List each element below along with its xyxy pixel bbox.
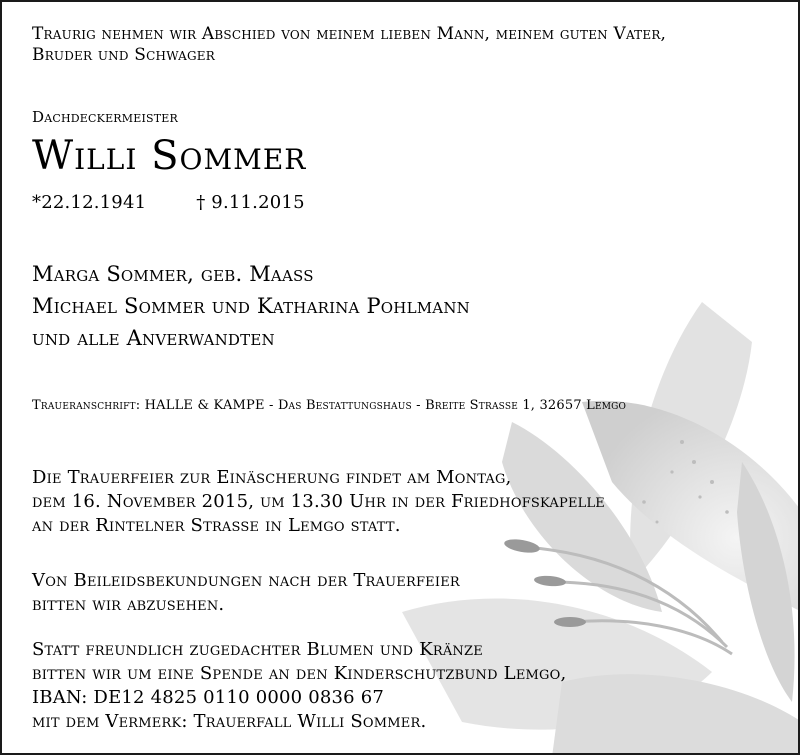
intro-line: Bruder und Schwager [32,45,215,65]
intro-text [32,24,666,66]
mourner-line: Marga Sommer, geb. Maass [32,262,314,286]
donation-paragraph [32,638,566,734]
mourning-address: Traueranschrift: HALLE & KAMPE - Das Bestattungshaus - Breite Strasse 1, 32657 Lemgo [32,398,627,413]
condolences-line: Von Beileidsbekundungen nach der Trauerfeier [32,570,460,591]
iban-line: IBAN: DE12 4825 0110 0000 0836 67 [32,687,385,708]
ceremony-line: an der Rintelner Strasse in Lemgo statt. [32,515,401,536]
death-date: † 9.11.2015 [196,192,305,213]
donation-line: Statt freundlich zugedachter Blumen und Kränze [32,639,483,660]
ceremony-paragraph [32,466,605,538]
profession: Dachdeckermeister [32,108,178,126]
deceased-name: Willi Sommer [32,133,307,179]
donation-line: mit dem Vermerk: Trauerfall Willi Sommer. [32,711,427,732]
donation-line: bitten wir um eine Spende an den Kinderschutzbund Lemgo, [32,663,567,684]
life-dates [32,192,305,213]
mourner-line: und alle Anverwandten [32,326,275,350]
condolences-line: bitten wir abzusehen. [32,594,225,615]
birth-date: *22.12.1941 [32,192,147,213]
ceremony-line: dem 16. November 2015, um 13.30 Uhr in der Friedhofskapelle [32,491,605,512]
mourners-list [32,258,470,354]
ceremony-line: Die Trauerfeier zur Einäscherung findet am Montag, [32,467,512,488]
mourner-line: Michael Sommer und Katharina Pohlmann [32,294,470,318]
intro-line: Traurig nehmen wir Abschied von meinem lieben Mann, meinem guten Vater, [32,24,667,44]
condolences-paragraph [32,569,460,617]
